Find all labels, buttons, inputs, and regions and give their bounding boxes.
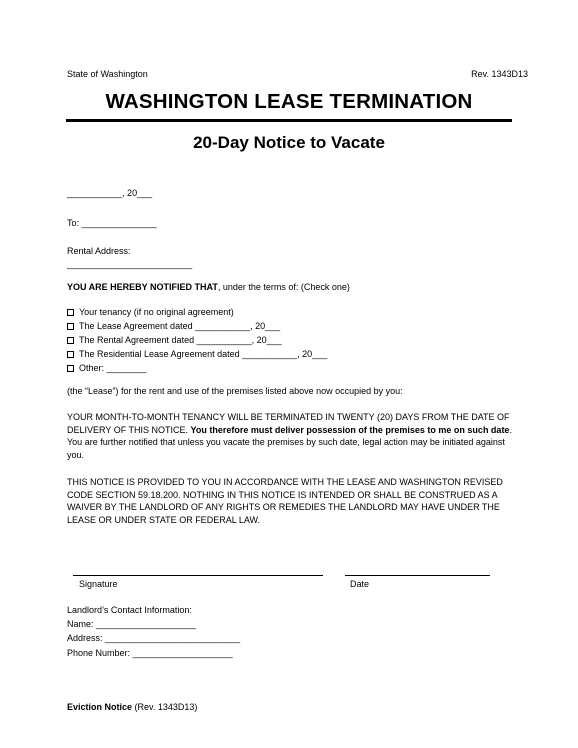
option-row[interactable] [67, 361, 327, 375]
document-subtitle: 20-Day Notice to Vacate [193, 133, 385, 152]
document-title: WASHINGTON LEASE TERMINATION [105, 90, 473, 113]
option-row[interactable] [67, 319, 327, 333]
landlord-contact [67, 603, 240, 660]
footer [67, 701, 515, 714]
contact-name: Name: ____________________ [67, 619, 197, 630]
option-row[interactable] [67, 347, 327, 361]
notified-rest: , under the terms of: (Check one) [217, 282, 350, 292]
state-label: State of Washington [67, 69, 148, 79]
checkbox-icon[interactable] [67, 337, 74, 344]
option-label: The Rental Agreement dated ___________, 20___ [79, 335, 282, 345]
rental-address [67, 245, 515, 270]
date-sign-line[interactable] [345, 575, 490, 576]
checkbox-icon[interactable] [67, 323, 74, 330]
option-label: The Lease Agreement dated ___________, 20___ [79, 321, 281, 331]
checkbox-icon[interactable] [67, 309, 74, 316]
option-row[interactable] [67, 333, 327, 347]
contact-heading: Landlord’s Contact Information: [67, 605, 192, 615]
date-label: Date [350, 579, 370, 589]
lease-paragraph: (the “Lease”) for the rent and use of the premises listed above now occupied by you: [67, 386, 403, 396]
to-line: To: _______________ [67, 218, 157, 228]
checkbox-icon[interactable] [67, 365, 74, 372]
check-options [67, 305, 327, 375]
contact-phone: Phone Number: ____________________ [67, 647, 233, 658]
option-label: The Residential Lease Agreement dated ___________, 20___ [79, 349, 328, 359]
title-divider [66, 119, 512, 122]
signature-line[interactable] [73, 575, 323, 576]
rental-address-blank: _________________________ [67, 258, 193, 269]
revision-label: Rev. 1343D13 [471, 69, 528, 79]
legal-paragraph: THIS NOTICE IS PROVIDED TO YOU IN ACCORDANCE WITH THE LEASE AND WASHINGTON REVISED CODE SECTION 59.18.200. NOTHING IN THIS NOTICE IS INTENDED OR SHALL BE CONSTRUED AS A WAIVER BY THE LANDLORD OF ANY RIGHTS OR REMEDIES THE LANDLORD MAY HAVE UNDER THE LEASE OR UNDER STATE OR FEDERAL LAW. [67, 477, 503, 525]
termination-text-2: . You are further notified that unless you vacate the premises by such date, legal action may be initiated against you. [67, 424, 512, 460]
checkbox-icon[interactable] [67, 351, 74, 358]
option-row[interactable] [67, 305, 327, 319]
termination-paragraph [67, 411, 515, 461]
footer-bold: Eviction Notice [67, 702, 133, 712]
notified-line [67, 281, 515, 294]
option-label: Other: ________ [79, 363, 147, 373]
footer-rest: (Rev. 1343D13) [132, 702, 198, 712]
notified-bold: YOU ARE HEREBY NOTIFIED THAT [67, 282, 218, 292]
contact-address: Address: ___________________________ [67, 633, 241, 644]
date-line: ___________, 20___ [67, 188, 153, 198]
termination-text-1: YOUR MONTH-TO-MONTH TENANCY WILL BE TERMINATED IN TWENTY (20) DAYS FROM THE DATE OF DELIVERY OF THIS NOTICE. [67, 412, 510, 435]
signature-label: Signature [79, 579, 118, 589]
option-label: Your tenancy (if no original agreement) [79, 307, 234, 317]
rental-address-label: Rental Address: [67, 246, 131, 256]
termination-bold: You therefore must deliver possession of the premises to me on such date [190, 424, 510, 435]
